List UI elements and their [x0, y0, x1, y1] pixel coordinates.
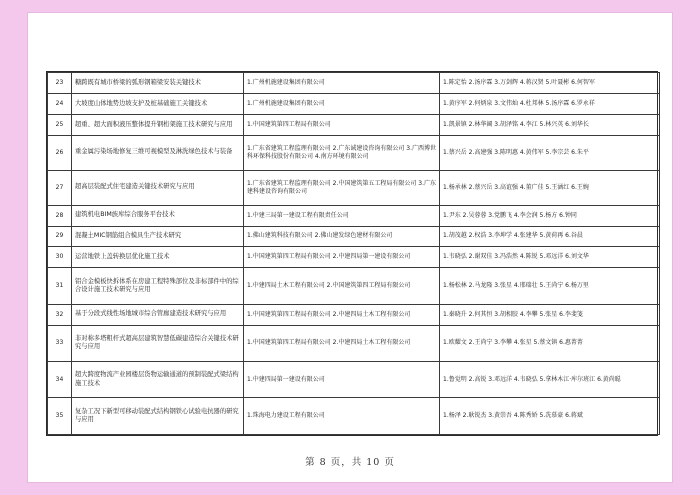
- organizations-cell: 1.中建四局第一建设有限公司: [244, 362, 440, 398]
- row-number-cell: 32: [48, 304, 72, 325]
- table-row: [48, 304, 660, 325]
- row-number-cell: 24: [48, 93, 72, 114]
- organizations-cell: 1.中建三局第一建设工程有限责任公司: [244, 205, 440, 226]
- table-row: [48, 73, 660, 94]
- row-number-cell: 34: [48, 362, 72, 398]
- organizations-cell: 1.广东省建筑工程监理有限公司 2.广东诚建设咨询有限公司 3.广西博世科环保科技股份有限公司 4.南方环境有限公司: [244, 135, 440, 170]
- organizations-cell: 1.广东省建筑工程监理有限公司 2.中国建筑第五工程局有限公司 3.广东建科建设咨询有限公司: [244, 170, 440, 205]
- row-number-cell: 25: [48, 114, 72, 135]
- project-name-cell: 铝合金模板快拆体系在房建工程特殊部位及非标部件中的综合设计施工技术研究与应用: [72, 268, 244, 304]
- row-number-cell: 35: [48, 398, 72, 435]
- table-row: [48, 135, 660, 170]
- team-members-cell: 1.黄序军 2.何炳泉 3.文伟灿 4.杜邦林 5.汤序霖 6.罗永祥: [440, 93, 660, 114]
- table-row: [48, 170, 660, 205]
- document-page: [28, 13, 672, 482]
- project-name-cell: 非对称多塔粗杆式超高层建筑智慧低碳建造综合关键技术研究与应用: [72, 325, 244, 361]
- organizations-cell: 1.中建四局土木工程有限公司 2.中国建筑第四工程局有限公司: [244, 268, 440, 304]
- page-footer: 第 8 页，共 10 页: [305, 457, 395, 468]
- team-members-cell: 1.欧耀文 2.王尚宁 3.李攀 4.张星 5.蔡文镇 6.惠菁菁: [440, 325, 660, 361]
- organizations-cell: 1.中国建筑第四工程局有限公司: [244, 114, 440, 135]
- team-members-cell: 1.尹东 2.吴蓉蓉 3.党鹏飞 4.李会润 5.杨方 6.钟同: [440, 205, 660, 226]
- row-number-cell: 30: [48, 247, 72, 268]
- row-number-cell: 31: [48, 268, 72, 304]
- awards-table-wrapper: [46, 71, 658, 436]
- table-row: [48, 93, 660, 114]
- organizations-cell: 1.中国建筑第四工程局有限公司 2.中建四局土木工程有限公司: [244, 325, 440, 361]
- project-name-cell: 重金属污染场地修复三维可视模型及淋洗绿色技术与装备: [72, 135, 244, 170]
- team-members-cell: 1.韦晓弘 2.谢双佳 3.冯浩然 4.陈锐 5.邓远洋 6.刘文华: [440, 247, 660, 268]
- organizations-cell: 1.广州机施建设集团有限公司: [244, 93, 440, 114]
- organizations-cell: 1.中国建筑第四工程局有限公司 2.中建四局第一建设有限公司: [244, 247, 440, 268]
- team-members-cell: 1.杨松林 2.马龙隆 3.张星 4.邢瑞壮 5.王尚宁 6.杨万里: [440, 268, 660, 304]
- row-number-cell: 27: [48, 170, 72, 205]
- organizations-cell: 1.珠海电力建设工程有限公司: [244, 398, 440, 435]
- row-number-cell: 29: [48, 226, 72, 247]
- project-name-cell: 超重、超大面积液压整体提升钢桁架施工技术研究与应用: [72, 114, 244, 135]
- awards-table-body: [48, 73, 660, 435]
- team-members-cell: 1.蔡兴岳 2.高建强 3.陈明惠 4.黄伟军 5.李宗芸 6.朱平: [440, 135, 660, 170]
- table-row: [48, 362, 660, 398]
- team-members-cell: 1.胡茂越 2.权浩 3.李坤学 4.张建华 5.黄荷再 6.谷晨: [440, 226, 660, 247]
- row-number-cell: 23: [48, 73, 72, 94]
- project-name-cell: 大坡度山体地势边坡支护及桩基础施工关键技术: [72, 93, 244, 114]
- project-name-cell: 复杂工况下新型可移动装配式结构钢铁心试验电抗器的研究与应用: [72, 398, 244, 435]
- project-name-cell: 超高层装配式住宅建造关键技术研究与应用: [72, 170, 244, 205]
- project-name-cell: 糖跨既有城市桥梁的弧形钢箱梁安装关键技术: [72, 73, 244, 94]
- row-number-cell: 26: [48, 135, 72, 170]
- organizations-cell: 1.佛山建筑科技有限公司 2.佛山建发绿色建材有限公司: [244, 226, 440, 247]
- table-row: [48, 226, 660, 247]
- table-row: [48, 247, 660, 268]
- row-number-cell: 28: [48, 205, 72, 226]
- table-row: [48, 114, 660, 135]
- project-name-cell: 混凝土MIC钢筋组合模具生产技术研究: [72, 226, 244, 247]
- team-members-cell: 1.鲁觉明 2.高锐 3.邓远洋 4.韦晓弘 5.拿林木江·库尔班江 6.黄尚聪: [440, 362, 660, 398]
- project-name-cell: 超大跨度物流产业园楼层货物运输通道的预制装配式梁结构施工技术: [72, 362, 244, 398]
- project-name-cell: 建筑机电BIM族库综合服务平台技术: [72, 205, 244, 226]
- table-row: [48, 205, 660, 226]
- row-number-cell: 33: [48, 325, 72, 361]
- awards-table: [47, 72, 660, 435]
- project-name-cell: 基于分段式线性场地城市综合管廊建造技术研究与应用: [72, 304, 244, 325]
- team-members-cell: 1.杨泽 2.耿锐杰 3.黄崇吾 4.陈秀娇 5.冼慕豪 6.蒋斌: [440, 398, 660, 435]
- table-row: [48, 398, 660, 435]
- project-name-cell: 运营地铁上盖转换层优化施工技术: [72, 247, 244, 268]
- organizations-cell: 1.中国建筑第四工程局有限公司 2.中建四局土木工程有限公司: [244, 304, 440, 325]
- table-row: [48, 325, 660, 361]
- team-members-cell: 1.杨承林 2.蔡兴岳 3.高谊强 4.董广佳 5.王涵红 6.王婉: [440, 170, 660, 205]
- team-members-cell: 1.秦晓升 2.何其恒 3.胡相胶 4.李攀 5.张星 6.李斐笺: [440, 304, 660, 325]
- team-members-cell: 1.凯景镇 2.林华阔 3.胡泽铭 4.李江 5.林兴英 6.刘华长: [440, 114, 660, 135]
- team-members-cell: 1.陈定怡 2.汤序霖 3.万剑辉 4.蒋汉贤 5.叶聂彬 6.何智军: [440, 73, 660, 94]
- organizations-cell: 1.广州机施建设集团有限公司: [244, 73, 440, 94]
- table-row: [48, 268, 660, 304]
